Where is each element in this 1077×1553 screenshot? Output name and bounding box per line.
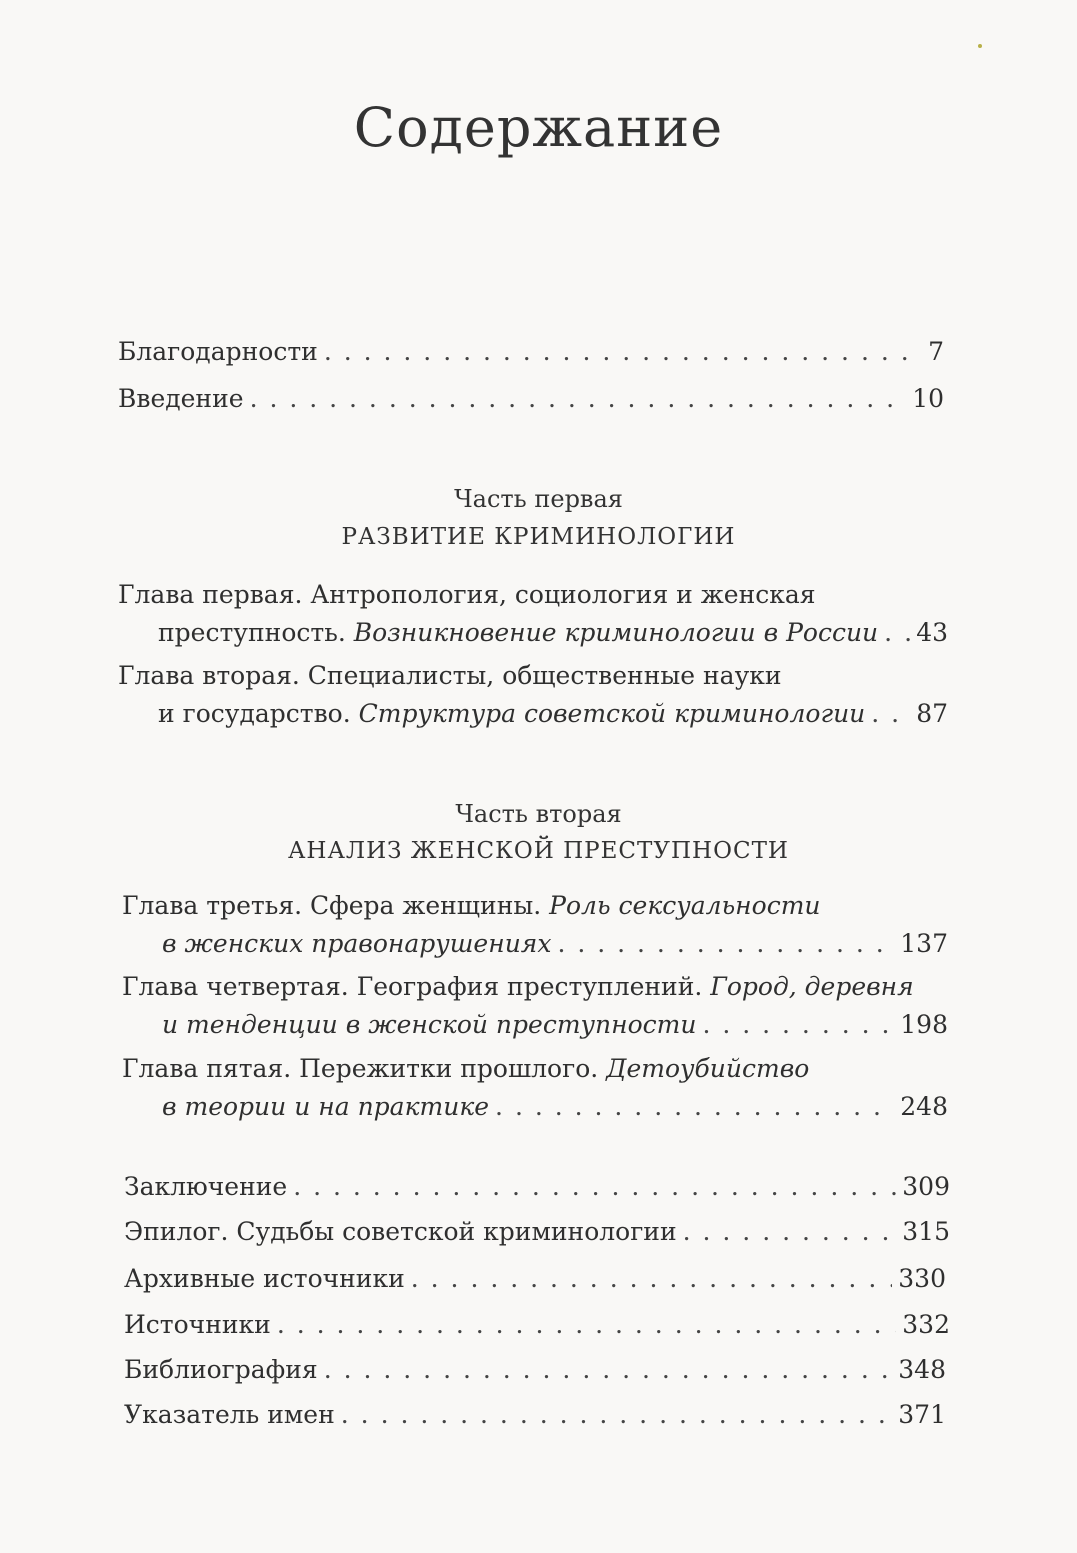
leader-dots bbox=[341, 1396, 893, 1434]
entry-page: 248 bbox=[900, 1092, 948, 1121]
leader-dots bbox=[495, 1088, 894, 1126]
entry-page: 309 bbox=[902, 1172, 950, 1201]
leader-dots bbox=[683, 1213, 897, 1251]
toc-entry-introduction[interactable] bbox=[118, 380, 944, 418]
entry-label: Благодарности bbox=[118, 337, 318, 366]
part-two-label: Часть вторая bbox=[455, 800, 622, 828]
toc-entry-name-index[interactable] bbox=[124, 1396, 946, 1434]
entry-label-line2: преступность. Возникновение криминологии в России bbox=[158, 618, 879, 647]
toc-entry-bibliography[interactable] bbox=[124, 1351, 946, 1389]
leader-dots bbox=[884, 614, 910, 652]
entry-label: Архивные источники bbox=[124, 1264, 405, 1293]
entry-label-line2: и тенденции в женской преступности bbox=[162, 1010, 697, 1039]
entry-page: 348 bbox=[898, 1355, 946, 1384]
entry-page: 330 bbox=[898, 1264, 946, 1293]
toc-entry-chapter-3[interactable] bbox=[122, 887, 948, 963]
entry-page: 43 bbox=[916, 618, 948, 647]
toc-entry-acknowledgements[interactable] bbox=[118, 333, 944, 371]
entry-label: Введение bbox=[118, 384, 244, 413]
entry-label-line1: Глава первая. Антропология, социология и женская bbox=[118, 580, 816, 609]
entry-label: Заключение bbox=[124, 1172, 288, 1201]
entry-label: Эпилог. Судьбы советской криминологии bbox=[124, 1217, 677, 1246]
leader-dots bbox=[277, 1306, 896, 1344]
leader-dots bbox=[293, 1168, 896, 1206]
leader-dots bbox=[250, 380, 907, 418]
leader-dots bbox=[411, 1260, 893, 1298]
entry-label: Библиография bbox=[124, 1355, 318, 1384]
part-one-label: Часть первая bbox=[454, 485, 623, 513]
entry-label-line1: Глава пятая. Пережитки прошлого. Детоубийство bbox=[122, 1054, 810, 1083]
toc-entry-sources[interactable] bbox=[124, 1306, 950, 1344]
toc-entry-chapter-5[interactable] bbox=[122, 1050, 948, 1126]
entry-label-line2: в женских правонарушениях bbox=[162, 929, 552, 958]
entry-label-line1: Глава вторая. Специалисты, общественные науки bbox=[118, 661, 782, 690]
leader-dots bbox=[557, 925, 894, 963]
leader-dots bbox=[324, 333, 922, 371]
entry-label: Источники bbox=[124, 1310, 271, 1339]
entry-page: 198 bbox=[900, 1010, 948, 1039]
part-two-title: АНАЛИЗ ЖЕНСКОЙ ПРЕСТУПНОСТИ bbox=[288, 838, 789, 864]
toc-entry-chapter-4[interactable] bbox=[122, 968, 948, 1044]
entry-page: 371 bbox=[898, 1400, 946, 1429]
entry-label-line1: Глава четвертая. География преступлений. Город, деревня bbox=[122, 972, 914, 1001]
part-one-title: РАЗВИТИЕ КРИМИНОЛОГИИ bbox=[341, 524, 736, 550]
entry-label-line2: и государство. Структура советской криминологии bbox=[158, 699, 866, 728]
entry-label-line2: в теории и на практике bbox=[162, 1092, 490, 1121]
leader-dots bbox=[324, 1351, 893, 1389]
page-title: Содержание bbox=[353, 96, 724, 159]
leader-dots bbox=[871, 695, 910, 733]
entry-page: 7 bbox=[928, 337, 944, 366]
toc-entry-conclusion[interactable] bbox=[124, 1168, 950, 1206]
entry-page: 87 bbox=[916, 699, 948, 728]
toc-entry-chapter-2[interactable] bbox=[118, 657, 948, 733]
entry-page: 315 bbox=[902, 1217, 950, 1246]
entry-label-line1: Глава третья. Сфера женщины. Роль сексуальности bbox=[122, 891, 821, 920]
toc-entry-chapter-1[interactable] bbox=[118, 576, 948, 652]
toc-entry-archival-sources[interactable] bbox=[124, 1260, 946, 1298]
entry-page: 10 bbox=[912, 384, 944, 413]
entry-label: Указатель имен bbox=[124, 1400, 335, 1429]
leader-dots bbox=[702, 1006, 894, 1044]
paper-speck bbox=[978, 44, 982, 48]
entry-page: 137 bbox=[900, 929, 948, 958]
toc-entry-epilogue[interactable] bbox=[124, 1213, 950, 1251]
entry-page: 332 bbox=[902, 1310, 950, 1339]
